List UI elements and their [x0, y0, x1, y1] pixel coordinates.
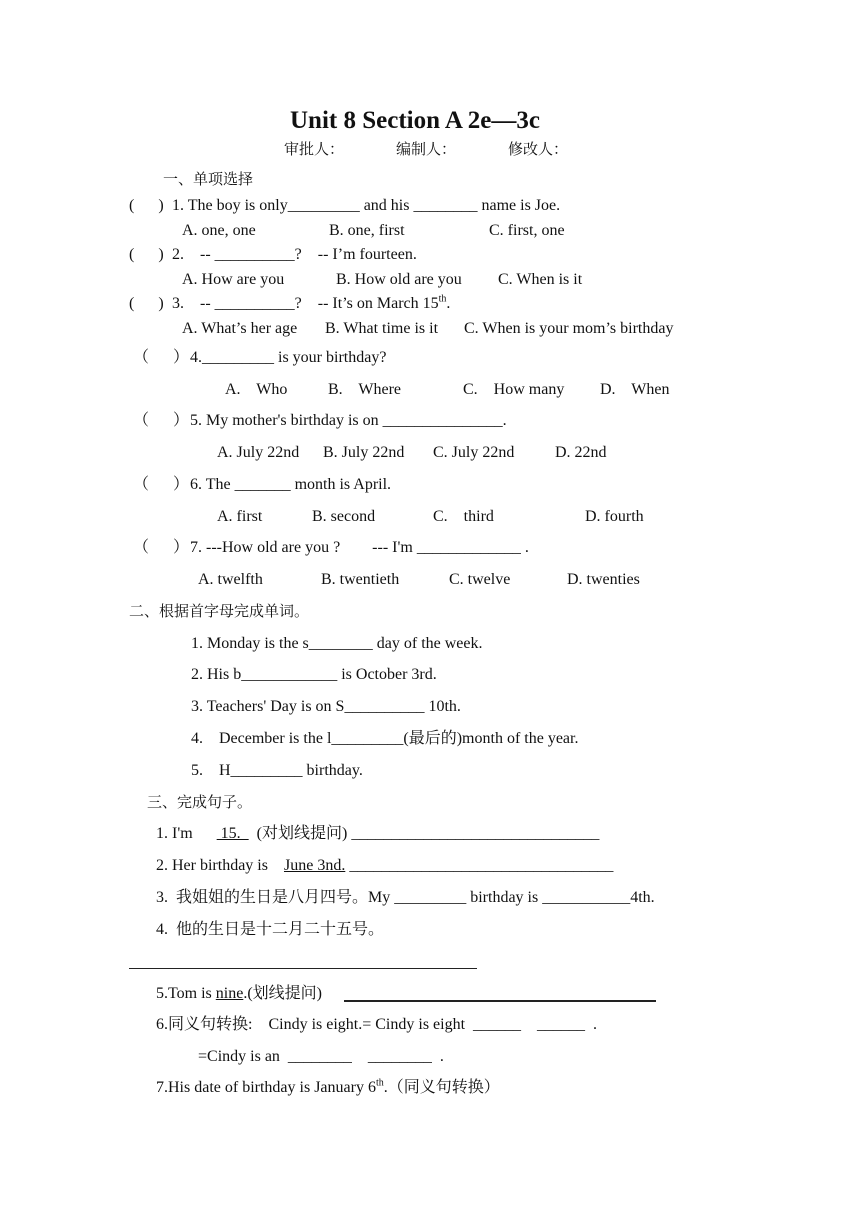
underlined-date: June 3nd.: [283, 857, 346, 874]
s3-line-1: 1. I'm 15. (对划线提问) _______________________________: [156, 825, 600, 842]
q2-option-b: B. How old are you: [336, 271, 462, 288]
section1-heading: 一、单项选择: [163, 170, 254, 188]
q5-text: 5. My mother's birthday is on _______________.: [190, 412, 507, 429]
q4-text: 4._________ is your birthday?: [190, 349, 387, 366]
section3-heading: 三、完成句子。: [147, 793, 253, 811]
q6-option-c: C. third: [433, 508, 494, 525]
q5-option-c: C. July 22nd: [433, 444, 515, 461]
section2-heading: 二、根据首字母完成单词。: [129, 602, 310, 620]
q4-option-b: B. Where: [328, 381, 402, 398]
q7-paren: （ ）: [133, 539, 190, 556]
answer-line: [344, 1000, 656, 1002]
s3-line-6: 6.同义句转换: Cindy is eight.= Cindy is eight ______ ______ .: [156, 1016, 598, 1033]
s2-line-1: 1. Monday is the s________ day of the week.: [191, 635, 483, 652]
s3-line-3: 3. 我姐姐的生日是八月四号。My _________ birthday is ___________4th.: [156, 889, 655, 906]
q3-option-c: C. When is your mom’s birthday: [464, 320, 674, 337]
underlined-15: 15.: [216, 825, 249, 842]
q4-option-a: A. Who: [225, 381, 288, 398]
s2-line-4: 4. December is the l_________(最后的)month of the year.: [191, 730, 579, 747]
q7-option-c: C. twelve: [449, 571, 511, 588]
q4-paren: （ ）: [133, 349, 190, 366]
answer-line: [129, 968, 477, 969]
q3-text: 3. -- __________? -- It’s on March 15th.: [172, 293, 451, 312]
q5-option-a: A. July 22nd: [217, 444, 300, 461]
q1-option-b: B. one, first: [329, 222, 405, 239]
q6-text: 6. The _______ month is April.: [190, 476, 392, 493]
q7-option-d: D. twenties: [567, 571, 640, 588]
q3-paren: ( ): [129, 295, 164, 312]
underlined-nine: nine: [215, 985, 244, 1002]
q1-option-c: C. first, one: [489, 222, 565, 239]
q7-option-a: A. twelfth: [198, 571, 263, 588]
s2-line-2: 2. His b____________ is October 3rd.: [191, 666, 437, 683]
s2-line-3: 3. Teachers' Day is on S__________ 10th.: [191, 698, 461, 715]
q5-paren: （ ）: [133, 412, 190, 429]
reviser-label: 修改人：: [508, 140, 569, 158]
q6-option-a: A. first: [217, 508, 263, 525]
s3-line-4: 4. 他的生日是十二月二十五号。: [156, 921, 385, 938]
editor-label: 编制人：: [396, 140, 457, 158]
q2-paren: ( ): [129, 246, 164, 263]
s3-line-2: 2. Her birthday is June 3nd. _________________________________: [156, 857, 614, 874]
q3-option-a: A. What’s her age: [182, 320, 298, 337]
q1-paren: ( ): [129, 197, 164, 214]
q4-option-c: C. How many: [463, 381, 565, 398]
q5-option-d: D. 22nd: [555, 444, 607, 461]
q3-option-b: B. What time is it: [325, 320, 439, 337]
q2-option-c: C. When is it: [498, 271, 583, 288]
q7-option-b: B. twentieth: [321, 571, 400, 588]
q1-text: 1. The boy is only_________ and his ________ name is Joe.: [172, 197, 561, 214]
q6-paren: （ ）: [133, 476, 190, 493]
q1-option-a: A. one, one: [182, 222, 256, 239]
q6-option-b: B. second: [312, 508, 376, 525]
s3-line-7: 7.His date of birthday is January 6th.（同义句转换）: [156, 1077, 500, 1096]
q2-text: 2. -- __________? -- I’m fourteen.: [172, 246, 417, 263]
q2-option-a: A. How are you: [182, 271, 285, 288]
s2-line-5: 5. H_________ birthday.: [191, 762, 363, 779]
s3-line-5: 5.Tom is nine.(划线提问): [156, 985, 330, 1002]
s3-line-6b: =Cindy is an ________ ________ .: [198, 1048, 444, 1065]
reviewer-label: 审批人：: [284, 140, 345, 158]
q4-option-d: D. When: [600, 381, 670, 398]
q7-text: 7. ---How old are you ? --- I'm _____________ .: [190, 539, 529, 556]
q6-option-d: D. fourth: [585, 508, 644, 525]
page-title: Unit 8 Section A 2e—3c: [290, 107, 540, 134]
q5-option-b: B. July 22nd: [323, 444, 405, 461]
